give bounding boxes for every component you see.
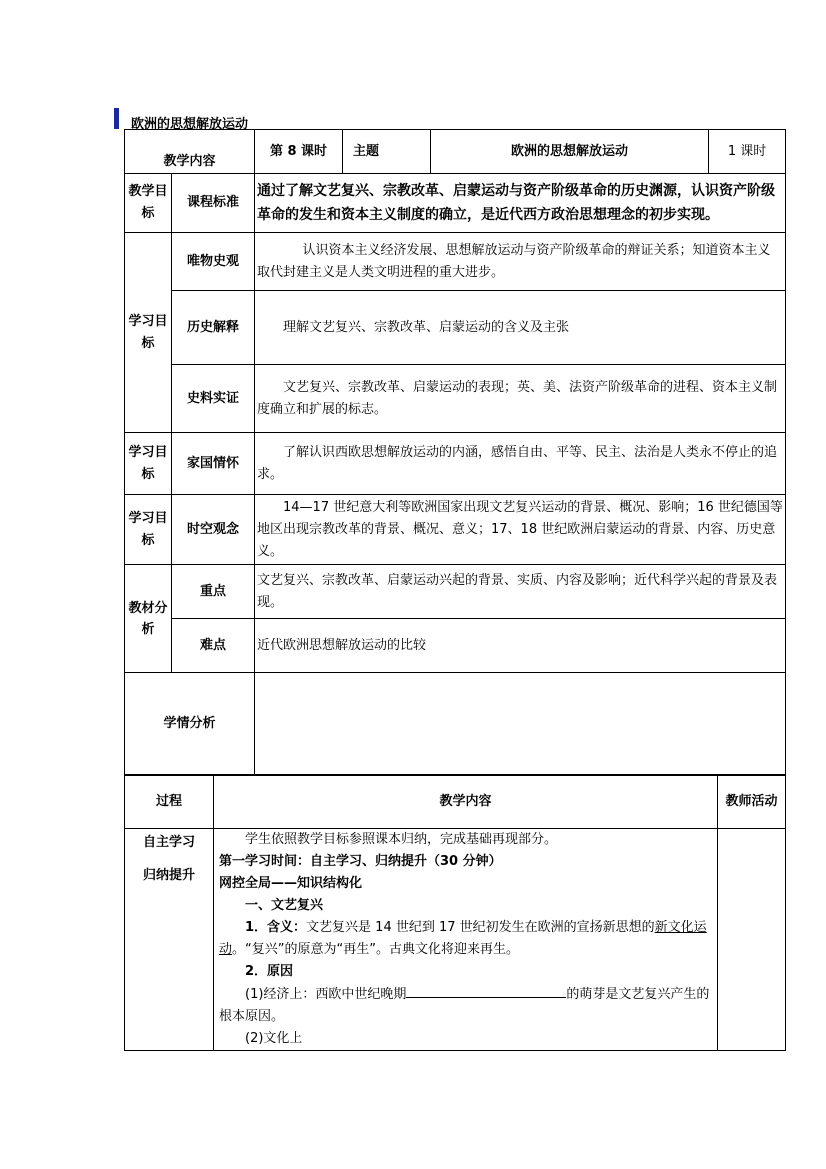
section-heading: 一、文艺复兴 — [245, 898, 324, 913]
learner-analysis-text — [255, 673, 786, 776]
cause-heading: 2．原因 — [245, 964, 294, 979]
patriotism-text: 了解认识西欧思想解放运动的内涵，感悟自由、平等、民主、法治是人类永不停止的追求。 — [255, 433, 786, 495]
difficult-point-label: 难点 — [172, 619, 255, 673]
key-point-label: 重点 — [172, 565, 255, 619]
process-summarize: 归纳提升 — [142, 868, 195, 883]
theme-value: 欧洲的思想解放运动 — [431, 130, 709, 174]
cause-economic-a: (1)经济上：西欧中世纪晚期 — [245, 987, 407, 1002]
definition-paragraph — [219, 917, 715, 961]
definition-text-b: 。“复兴”的原意为“再生”。古典文化将迎来再生。 — [232, 942, 519, 957]
lesson-number: 第 8 课时 — [255, 130, 343, 174]
learning-goal-label: 学习目标 — [125, 233, 172, 433]
definition-underlined: 新文化运动 — [219, 920, 707, 957]
title-marker-bar — [114, 108, 119, 129]
lesson-hours: 1 课时 — [709, 130, 786, 174]
teaching-goal-label: 教学目标 — [125, 174, 172, 233]
interpretation-text: 理解文艺复兴、宗教改革、启蒙运动的含义及主张 — [255, 291, 786, 365]
content-header: 教学内容 — [214, 775, 718, 829]
content-cell — [214, 829, 718, 1051]
content-period: 第一学习时间：自主学习、归纳提升（30 分钟） — [219, 854, 502, 869]
cause-economic — [219, 983, 715, 1028]
process-cell — [125, 829, 214, 1051]
process-table — [124, 774, 786, 1051]
spacetime-label: 时空观念 — [172, 495, 255, 565]
evidence-text: 文艺复兴、宗教改革、启蒙运动的表现；英、美、法资产阶级革命的进程、资本主义制度确立和扩展的标志。 — [255, 365, 786, 433]
definition-label: 1．含义： — [245, 920, 307, 935]
evidence-label: 史料实证 — [172, 365, 255, 433]
textbook-analysis-label: 教材分析 — [125, 565, 172, 673]
cause-cultural: (2)文化上 — [245, 1031, 303, 1046]
theme-label: 主题 — [343, 130, 431, 174]
key-point-text: 文艺复兴、宗教改革、启蒙运动兴起的背景、实质、内容及影响；近代科学兴起的背景及表现。 — [255, 565, 786, 619]
definition-text-a: 文艺复兴是 14 世纪到 17 世纪初发生在欧洲的宣扬新思想的 — [306, 920, 655, 935]
curriculum-standard-text: 通过了解文艺复兴、宗教改革、启蒙运动与资产阶级革命的历史渊源，认识资产阶级革命的发生和资本主义制度的确立，是近代西方政治思想理念的初步实现。 — [255, 174, 786, 233]
curriculum-standard-label: 课程标准 — [172, 174, 255, 233]
process-self-study: 自主学习 — [142, 835, 195, 850]
content-intro: 学生依照教学目标参照课本归纳，完成基础再现部分。 — [245, 832, 558, 847]
fill-blank[interactable] — [406, 983, 566, 998]
process-header: 过程 — [125, 775, 214, 829]
cause-economic-b: 的萌芽是文艺复兴产生的根本原因。 — [219, 987, 710, 1024]
spacetime-text: 14—17 世纪意大利等欧洲国家出现文艺复兴运动的背景、概况、影响；16 世纪德国等地区出现宗教改革的背景、概况、意义；17、18 世纪欧洲启蒙运动的背景、内容、历史意义。 — [255, 495, 786, 565]
teacher-activity-header: 教师活动 — [718, 775, 786, 829]
difficult-point-text: 近代欧洲思想解放运动的比较 — [255, 619, 786, 673]
learning-goal-label-3: 学习目标 — [125, 495, 172, 565]
content-overview: 网控全局——知识结构化 — [219, 876, 363, 891]
lesson-plan-table — [124, 129, 786, 776]
teaching-content-label: 教学内容 — [125, 130, 255, 174]
page-title: 欧洲的思想解放运动 — [131, 117, 249, 132]
materialism-text: 认识资本主义经济发展、思想解放运动与资产阶级革命的辩证关系；知道资本主义取代封建主义是人类文明进程的重大进步。 — [255, 233, 786, 291]
learning-goal-label-2: 学习目标 — [125, 433, 172, 495]
interpretation-label: 历史解释 — [172, 291, 255, 365]
teacher-activity-cell — [718, 829, 786, 1051]
learner-analysis-label: 学情分析 — [125, 673, 255, 776]
materialism-label: 唯物史观 — [172, 233, 255, 291]
patriotism-label: 家国情怀 — [172, 433, 255, 495]
